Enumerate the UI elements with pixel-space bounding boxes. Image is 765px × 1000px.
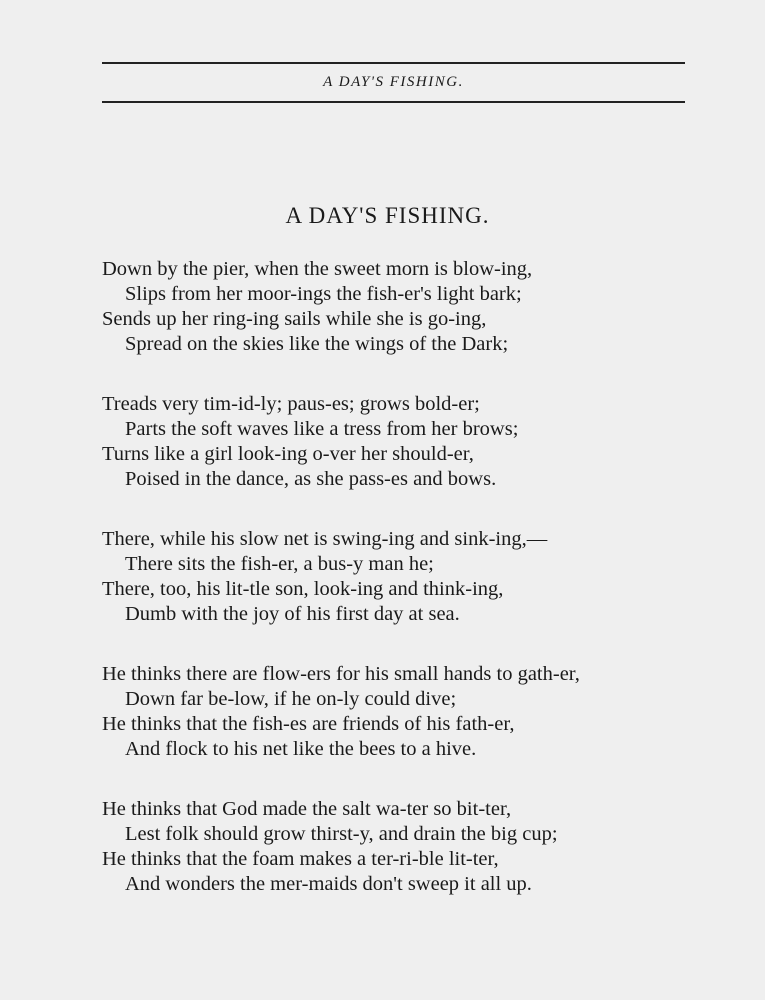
poem-line: Sends up her ring-ing sails while she is go-ing, — [102, 308, 487, 330]
stanza — [102, 797, 702, 897]
poem-line: There, too, his lit-tle son, look-ing and think-ing, — [102, 578, 504, 600]
stanza — [102, 257, 702, 357]
poem-line: Parts the soft waves like a tress from her brows; — [125, 418, 519, 440]
poem-line: And flock to his net like the bees to a hive. — [125, 738, 477, 760]
stanza — [102, 662, 702, 762]
poem-line: Lest folk should grow thirst-y, and drain the big cup; — [125, 823, 558, 845]
poem-line: Poised in the dance, as she pass-es and bows. — [125, 468, 497, 490]
poem-line: Down by the pier, when the sweet morn is blow-ing, — [102, 258, 533, 280]
poem-line: Down far be-low, if he on-ly could dive; — [125, 688, 457, 710]
poem-line: Spread on the skies like the wings of the Dark; — [125, 333, 509, 355]
poem-line: Slips from her moor-ings the fish-er's light bark; — [125, 283, 522, 305]
poem-line: He thinks there are flow-ers for his small hands to gath-er, — [102, 663, 580, 685]
poem-title: A DAY'S FISHING. — [285, 203, 490, 228]
header-rule-top — [102, 62, 685, 64]
header-rule-bottom — [102, 101, 685, 103]
poem-line: Dumb with the joy of his first day at sea. — [125, 603, 460, 625]
poem-line: He thinks that the fish-es are friends of his fath-er, — [102, 713, 515, 735]
stanza — [102, 392, 702, 492]
running-head: A DAY'S FISHING. — [323, 74, 464, 90]
poem-line: There, while his slow net is swing-ing and sink-ing,— — [102, 528, 548, 550]
poem-line: He thinks that God made the salt wa-ter so bit-ter, — [102, 798, 512, 820]
poem-line: There sits the fish-er, a bus-y man he; — [125, 553, 434, 575]
poem-line: Turns like a girl look-ing o-ver her should-er, — [102, 443, 474, 465]
poem-line: And wonders the mer-maids don't sweep it all up. — [125, 873, 532, 895]
stanza — [102, 527, 702, 627]
poem-line: He thinks that the foam makes a ter-ri-ble lit-ter, — [102, 848, 499, 870]
poem-line: Treads very tim-id-ly; paus-es; grows bold-er; — [102, 393, 480, 415]
poem-body — [102, 257, 702, 932]
